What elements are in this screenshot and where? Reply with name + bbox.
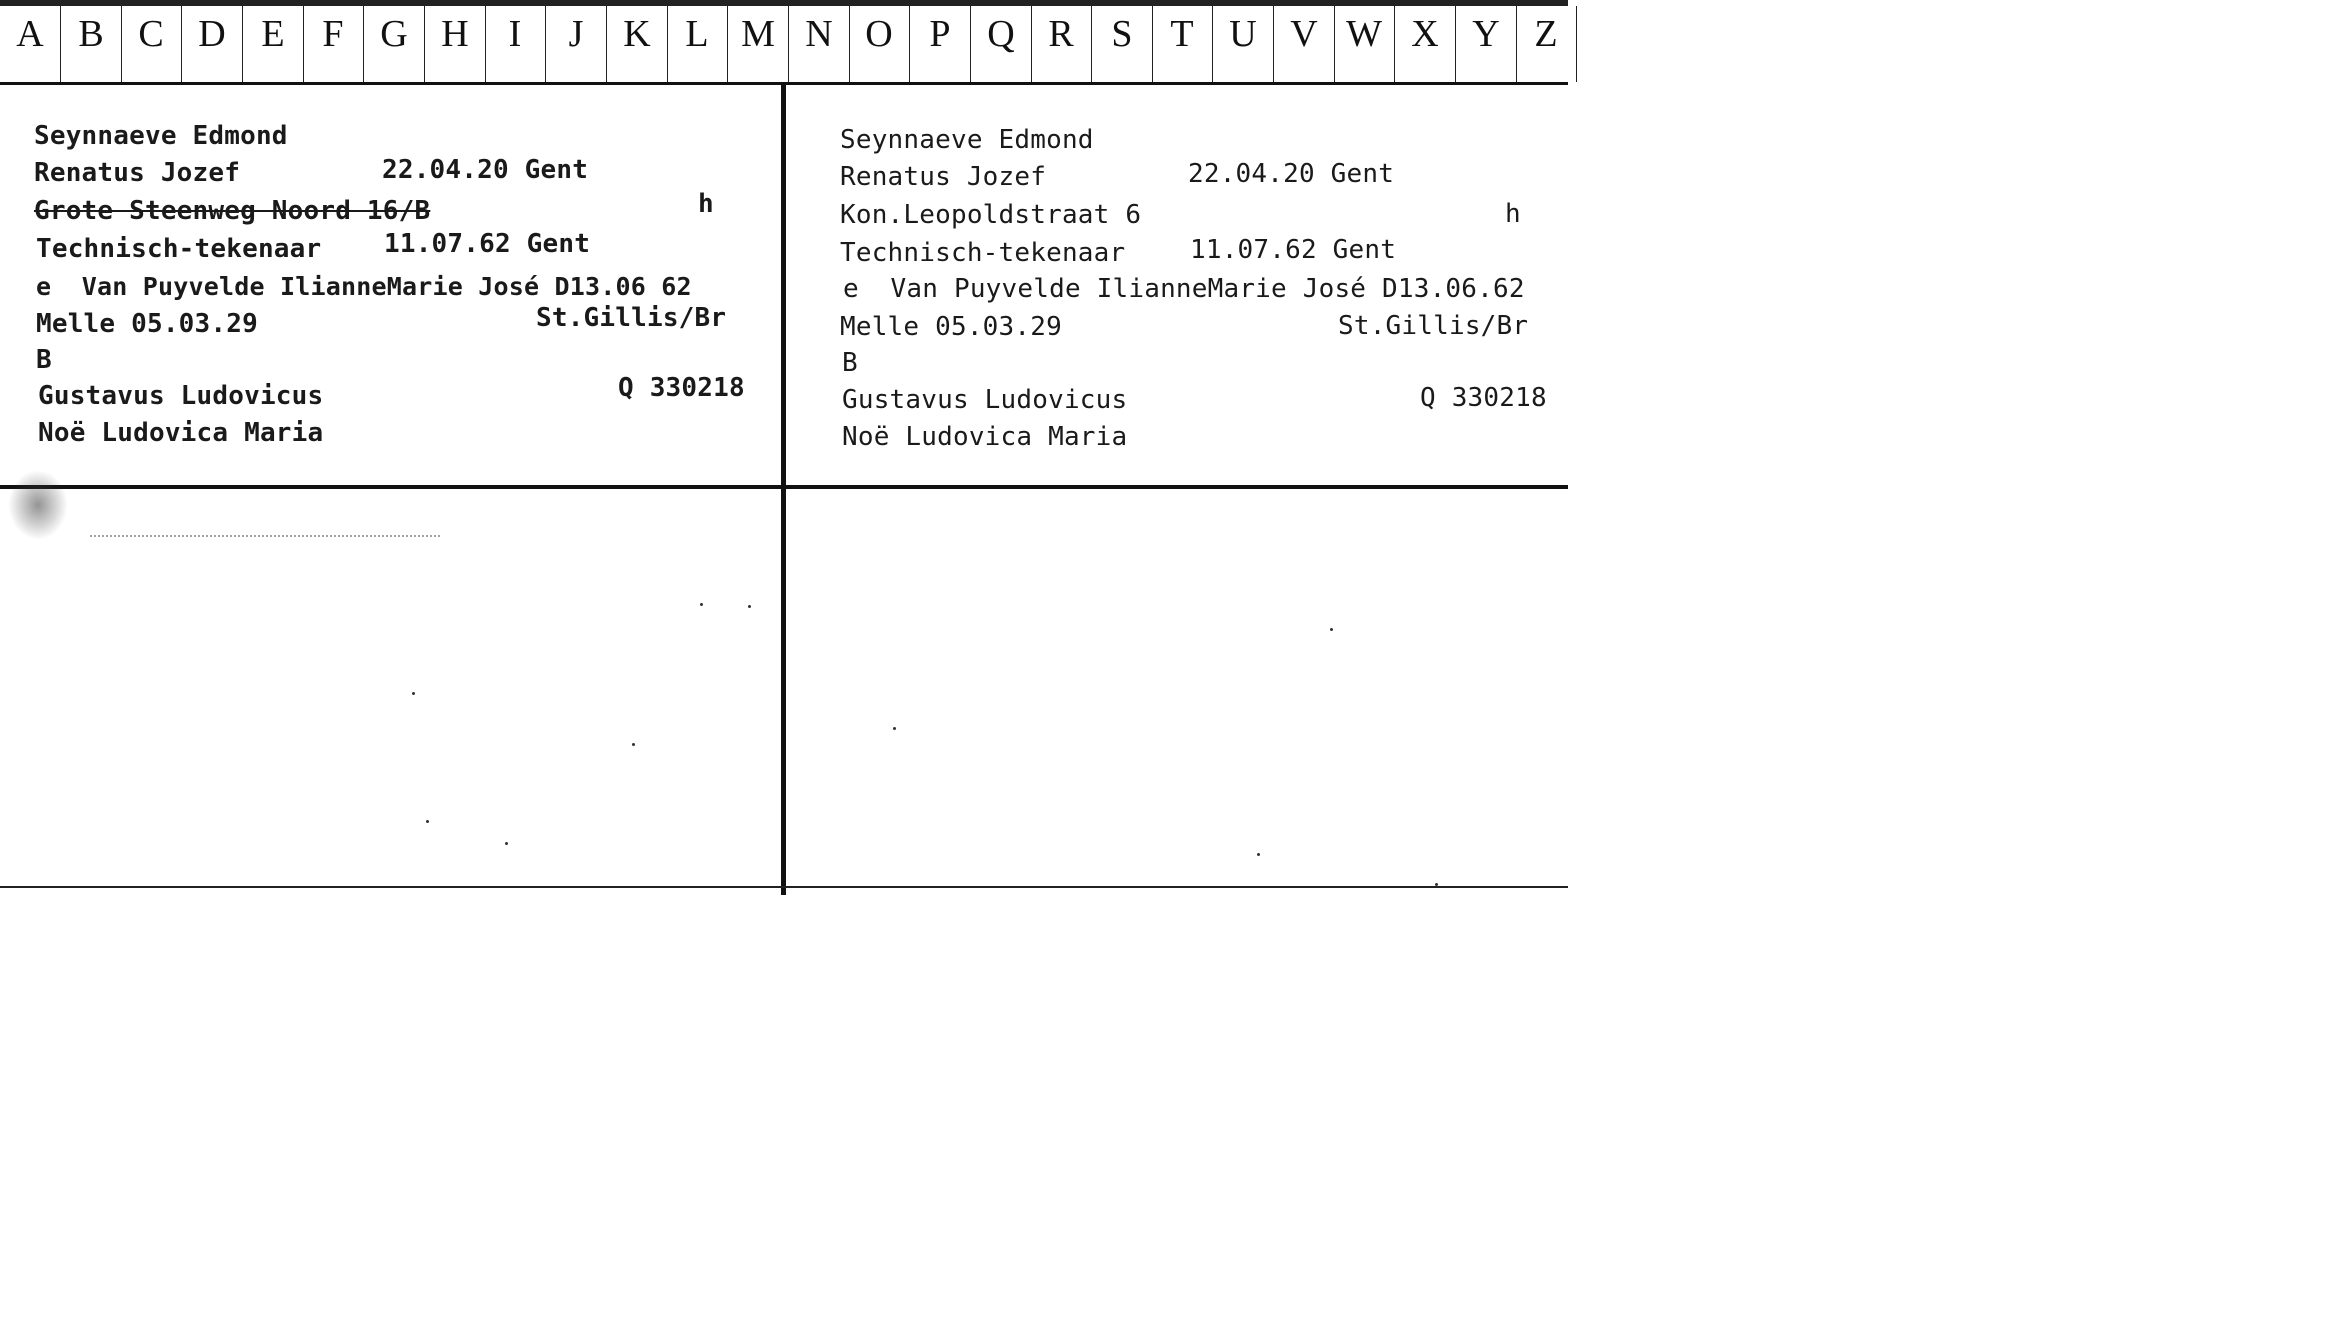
alphabet-letter: Y bbox=[1472, 13, 1500, 55]
right-mark: h bbox=[1505, 199, 1521, 229]
right-marriage: 11.07.62 Gent bbox=[1190, 235, 1397, 265]
right-address: Kon.Leopoldstraat 6 bbox=[840, 200, 1142, 230]
right-father: Gustavus Ludovicus bbox=[842, 385, 1128, 415]
alphabet-tab-o bbox=[849, 6, 910, 82]
vertical-divider bbox=[781, 85, 786, 895]
right-ref: Q 330218 bbox=[1420, 383, 1547, 413]
right-given-names: Renatus Jozef bbox=[840, 162, 1047, 192]
alphabet-tab-e bbox=[243, 6, 304, 82]
scan-speck bbox=[1257, 853, 1260, 856]
alphabet-tab-s bbox=[1092, 6, 1153, 82]
right-spouse-place: St.Gillis/Br bbox=[1338, 311, 1529, 341]
left-mark: h bbox=[698, 189, 714, 219]
scan-speck bbox=[1330, 628, 1333, 631]
alphabet-tab-h bbox=[425, 6, 486, 82]
alphabet-tab-v bbox=[1274, 6, 1335, 82]
alphabet-letter: B bbox=[78, 13, 104, 55]
scan-smudge bbox=[8, 470, 68, 540]
left-birth: 22.04.20 Gent bbox=[382, 155, 589, 185]
left-occupation: Technisch-tekenaar bbox=[36, 234, 322, 264]
left-mother: Noë Ludovica Maria bbox=[38, 418, 324, 448]
scan-speck bbox=[632, 743, 635, 746]
alphabet-tab-t bbox=[1152, 6, 1213, 82]
scan-speck bbox=[426, 820, 429, 823]
alphabet-letter: L bbox=[685, 13, 709, 55]
alphabet-letter: G bbox=[380, 13, 408, 55]
alphabet-tab-y bbox=[1456, 6, 1517, 82]
alphabet-tab-m bbox=[728, 6, 789, 82]
alphabet-letter: F bbox=[322, 13, 344, 55]
right-spouse: e Van Puyvelde IlianneMarie José D13.06.62 bbox=[843, 274, 1525, 304]
alphabet-letter: Q bbox=[987, 13, 1015, 55]
left-spouse-place: St.Gillis/Br bbox=[536, 303, 727, 333]
right-mother: Noë Ludovica Maria bbox=[842, 422, 1128, 452]
alphabet-tab-g bbox=[364, 6, 425, 82]
alphabet-letter: S bbox=[1111, 13, 1133, 55]
alphabet-letter: T bbox=[1170, 13, 1194, 55]
alphabet-letter: D bbox=[198, 13, 226, 55]
scan-speck bbox=[412, 692, 415, 695]
alphabet-letter: H bbox=[441, 13, 469, 55]
alphabet-letter: J bbox=[568, 13, 584, 55]
alphabet-index-strip bbox=[0, 0, 1568, 85]
alphabet-tab-u bbox=[1213, 6, 1274, 82]
alphabet-tab-a bbox=[0, 6, 61, 82]
left-marriage: 11.07.62 Gent bbox=[384, 229, 591, 259]
scan-speck bbox=[700, 603, 703, 606]
alphabet-letter: M bbox=[741, 13, 775, 55]
left-name: Seynnaeve Edmond bbox=[34, 121, 288, 151]
left-spouse-birth: Melle 05.03.29 bbox=[36, 309, 258, 339]
right-name: Seynnaeve Edmond bbox=[840, 125, 1094, 155]
left-address-struck: Grote Steenweg Noord 16/B bbox=[34, 196, 431, 226]
left-given-names: Renatus Jozef bbox=[34, 158, 241, 188]
alphabet-letter: V bbox=[1290, 13, 1318, 55]
alphabet-tab-j bbox=[546, 6, 607, 82]
alphabet-letter: A bbox=[16, 13, 44, 55]
right-code-b: B bbox=[842, 348, 858, 378]
right-occupation: Technisch-tekenaar bbox=[840, 238, 1126, 268]
alphabet-letter: O bbox=[865, 13, 893, 55]
alphabet-tab-q bbox=[971, 6, 1032, 82]
alphabet-letter: Z bbox=[1534, 13, 1558, 55]
alphabet-tab-n bbox=[789, 6, 850, 82]
bottom-rule bbox=[0, 886, 1568, 888]
horizontal-divider bbox=[0, 485, 1568, 489]
alphabet-letter: I bbox=[508, 13, 522, 55]
alphabet-tab-k bbox=[607, 6, 668, 82]
left-father: Gustavus Ludovicus bbox=[38, 381, 324, 411]
alphabet-letter: P bbox=[929, 13, 951, 55]
index-card-scan bbox=[0, 0, 1568, 895]
alphabet-tab-x bbox=[1395, 6, 1456, 82]
alphabet-tab-l bbox=[667, 6, 728, 82]
right-spouse-birth: Melle 05.03.29 bbox=[840, 312, 1062, 342]
alphabet-tab-z bbox=[1516, 6, 1577, 82]
left-spouse: e Van Puyvelde IlianneMarie José D13.06 62 bbox=[36, 272, 692, 301]
scan-dotted-mark bbox=[90, 535, 440, 539]
alphabet-tab-d bbox=[182, 6, 243, 82]
alphabet-tab-i bbox=[485, 6, 546, 82]
scan-speck bbox=[1435, 883, 1438, 886]
scan-speck bbox=[505, 842, 508, 845]
left-ref: Q 330218 bbox=[618, 373, 745, 403]
alphabet-tab-c bbox=[121, 6, 182, 82]
alphabet-letter: U bbox=[1229, 13, 1257, 55]
alphabet-tab-b bbox=[61, 6, 122, 82]
alphabet-letter: N bbox=[805, 13, 833, 55]
alphabet-tab-r bbox=[1031, 6, 1092, 82]
right-birth: 22.04.20 Gent bbox=[1188, 159, 1395, 189]
alphabet-letter: W bbox=[1346, 13, 1382, 55]
alphabet-letter: X bbox=[1411, 13, 1439, 55]
alphabet-tab-p bbox=[910, 6, 971, 82]
scan-speck bbox=[893, 727, 896, 730]
alphabet-letter: K bbox=[623, 13, 651, 55]
left-code-b: B bbox=[36, 345, 52, 375]
alphabet-tab-w bbox=[1334, 6, 1395, 82]
alphabet-letter: E bbox=[261, 13, 285, 55]
alphabet-tab-f bbox=[303, 6, 364, 82]
alphabet-letter: C bbox=[138, 13, 164, 55]
scan-speck bbox=[748, 605, 751, 608]
alphabet-letter: R bbox=[1048, 13, 1074, 55]
